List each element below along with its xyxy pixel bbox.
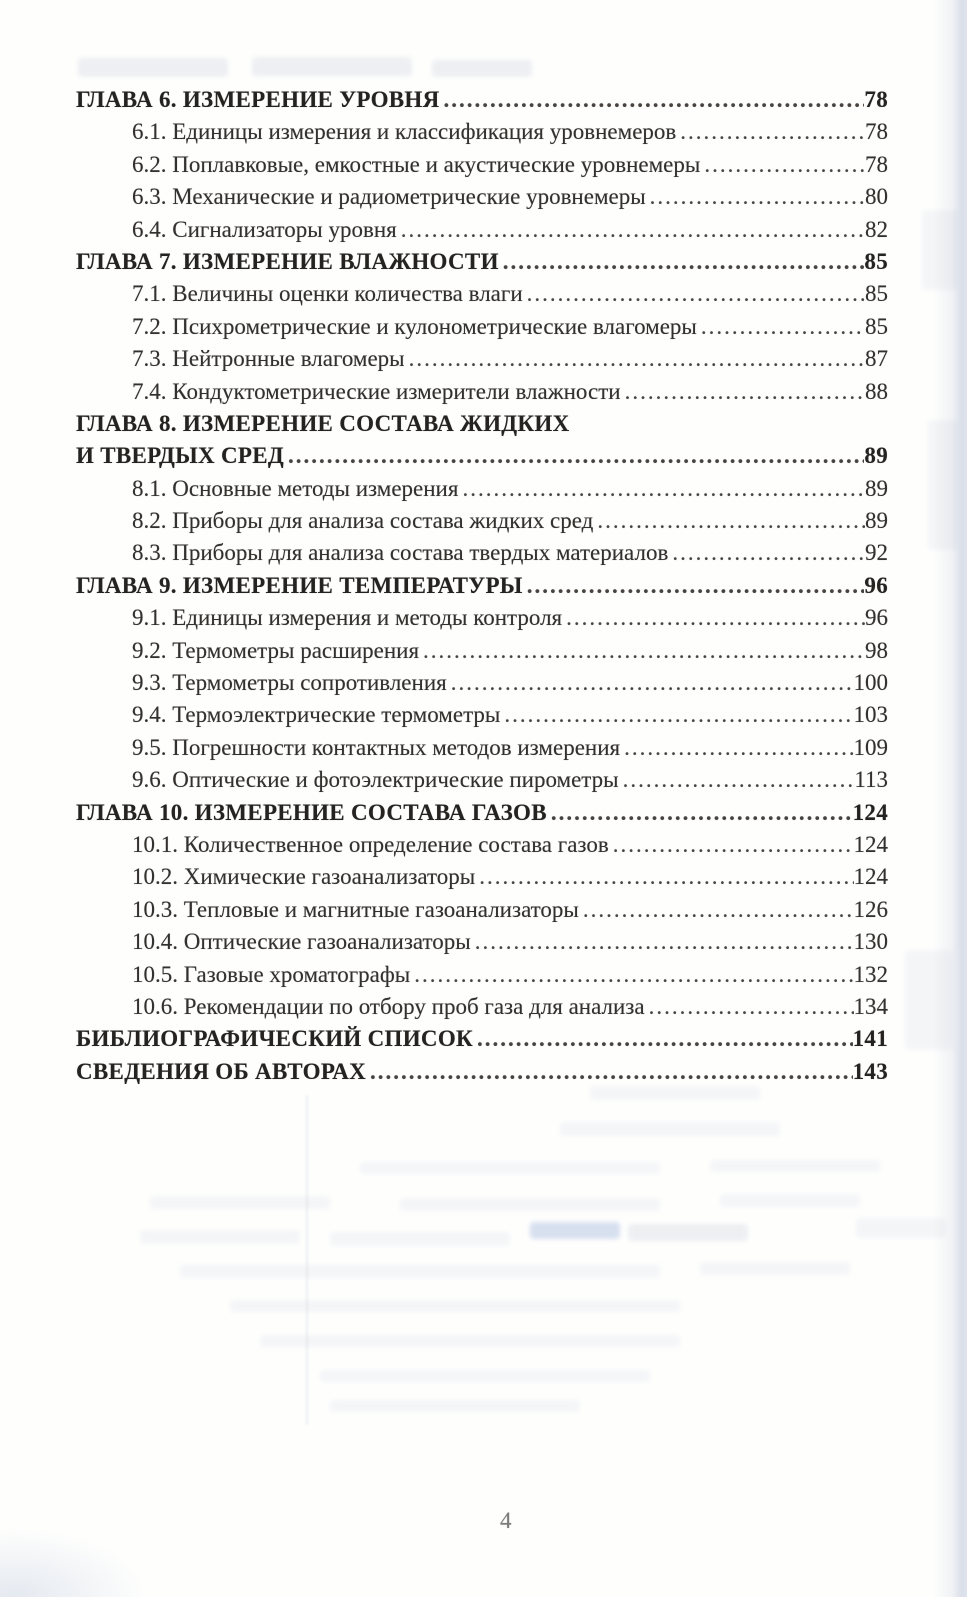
toc-entry-page-number: 124 <box>852 799 888 825</box>
toc-entry-label: 8.1. Основные методы измерения <box>132 475 459 501</box>
toc-dot-leader <box>419 635 865 667</box>
bleed-through-artifact <box>905 950 953 1050</box>
toc-dot-leader <box>475 861 853 893</box>
bleed-through-artifact <box>432 60 532 77</box>
toc-entry-label: 9.6. Оптические и фотоэлектрические пирометры <box>132 767 619 793</box>
bleed-through-artifact <box>230 1300 680 1312</box>
toc-entry-label: 6.3. Механические и радиометрические уровнемеры <box>132 184 646 210</box>
toc-entry-label: 6.4. Сигнализаторы уровня <box>132 216 397 242</box>
toc-entry-page-number: 113 <box>854 767 888 793</box>
toc-entry <box>76 991 888 1023</box>
toc-entry-label: 8.2. Приборы для анализа состава жидких сред <box>132 508 594 534</box>
toc-entry-label: 10.3. Тепловые и магнитные газоанализаторы <box>132 896 579 922</box>
toc-entry <box>76 667 888 699</box>
bleed-through-artifact <box>700 1262 850 1275</box>
toc-entry-label: 9.4. Термоэлектрические термометры <box>132 702 501 728</box>
toc-entry-page-number: 126 <box>853 896 888 922</box>
toc-entry <box>76 926 888 958</box>
page-corner-shadow <box>0 1527 150 1597</box>
toc-entry <box>76 894 888 926</box>
toc-entry-label: 7.1. Величины оценки количества влаги <box>132 281 523 307</box>
toc-entry-label: СВЕДЕНИЯ ОБ АВТОРАХ <box>76 1058 367 1084</box>
page-edge-shadow <box>933 0 967 1597</box>
toc-entry-label: 9.1. Единицы измерения и методы контроля <box>132 605 563 631</box>
toc-dot-leader <box>676 116 865 148</box>
toc-entry-page-number: 89 <box>865 508 888 534</box>
bleed-through-artifact <box>530 1222 620 1239</box>
bleed-through-artifact <box>710 1160 880 1172</box>
toc-entry <box>76 376 888 408</box>
toc-dot-leader <box>458 473 865 505</box>
toc-entry-label: 9.3. Термометры сопротивления <box>132 670 447 696</box>
toc-entry-label: 7.4. Кондуктометрические измерители влажности <box>132 378 621 404</box>
toc-dot-leader <box>562 602 865 634</box>
toc-entry-page-number: 85 <box>865 281 888 307</box>
toc-entry-page-number: 100 <box>853 670 888 696</box>
toc-entry <box>76 343 888 375</box>
toc-dot-leader <box>471 926 854 958</box>
toc-entry <box>76 959 888 991</box>
toc-entry <box>76 278 888 310</box>
toc-entry-label: 6.2. Поплавковые, емкостные и акустические уровнемеры <box>132 151 701 177</box>
toc-entry-page-number: 89 <box>864 443 888 469</box>
bleed-through-artifact <box>856 1218 946 1238</box>
toc-entry <box>76 149 888 181</box>
toc-entry <box>76 570 888 602</box>
toc-entry-page-number: 109 <box>853 734 888 760</box>
toc-entry-label: 10.6. Рекомендации по отбору проб газа для анализа <box>132 993 645 1019</box>
toc-entry-label: ГЛАВА 10. ИЗМЕРЕНИЕ СОСТАВА ГАЗОВ <box>76 799 547 825</box>
toc-entry-label: ГЛАВА 7. ИЗМЕРЕНИЕ ВЛАЖНОСТИ <box>76 248 499 274</box>
bleed-through-artifact <box>360 1162 660 1174</box>
toc-entry-label: 7.3. Нейтронные влагомеры <box>132 346 405 372</box>
toc-entry-page-number: 85 <box>865 313 888 339</box>
bleed-through-artifact <box>78 58 228 77</box>
bleed-through-artifact <box>400 1198 660 1211</box>
toc-entry-page-number: 96 <box>864 572 888 598</box>
toc-entry-page-number: 130 <box>853 929 888 955</box>
toc-entry <box>76 1056 888 1088</box>
toc-entry-page-number: 98 <box>865 637 888 663</box>
toc-entry <box>76 505 888 537</box>
toc-entry-label: 10.4. Оптические газоанализаторы <box>132 929 471 955</box>
toc-entry-label: 8.3. Приборы для анализа состава твердых материалов <box>132 540 669 566</box>
toc-dot-leader <box>410 959 853 991</box>
toc-entry-page-number: 143 <box>852 1058 888 1084</box>
toc-dot-leader <box>621 376 865 408</box>
toc-dot-leader <box>700 149 865 181</box>
toc-dot-leader <box>668 537 865 569</box>
toc-entry-page-number: 82 <box>865 216 888 242</box>
toc-entry-label: ГЛАВА 9. ИЗМЕРЕНИЕ ТЕМПЕРАТУРЫ <box>76 572 523 598</box>
toc-entry <box>76 84 888 116</box>
toc-entry <box>76 861 888 893</box>
toc-entry-page-number: 134 <box>853 993 888 1019</box>
toc-entry-label: ГЛАВА 6. ИЗМЕРЕНИЕ УРОВНЯ <box>76 87 440 112</box>
toc-entry-page-number: 132 <box>853 961 888 987</box>
toc-entry <box>76 699 888 731</box>
toc-entry-page-number: 124 <box>853 831 888 857</box>
toc-entry-page-number: 78 <box>864 87 888 112</box>
toc-entry <box>76 732 888 764</box>
toc-entry-label: 6.1. Единицы измерения и классификация уровнемеров <box>132 119 677 145</box>
toc-dot-leader <box>619 764 855 796</box>
toc-dot-leader <box>440 84 865 116</box>
toc-entry-page-number: 78 <box>865 151 888 177</box>
toc-entry <box>76 408 888 440</box>
bleed-through-artifact <box>320 1370 650 1382</box>
toc-entry-label: 10.1. Количественное определение состава газов <box>132 831 609 857</box>
page-number: 4 <box>500 1508 512 1533</box>
toc-dot-leader <box>284 440 864 472</box>
toc-entry <box>76 537 888 569</box>
toc-entry <box>76 116 888 148</box>
toc-dot-leader <box>523 278 865 310</box>
bleed-through-artifact <box>330 1400 580 1412</box>
toc-entry-page-number: 141 <box>852 1026 888 1052</box>
toc-entry-label: БИБЛИОГРАФИЧЕСКИЙ СПИСОК <box>76 1026 473 1052</box>
toc-dot-leader <box>523 570 865 602</box>
bleed-through-artifact <box>922 210 958 290</box>
bleed-through-artifact <box>306 1095 308 1425</box>
toc-entry-label: 10.5. Газовые хроматографы <box>132 961 411 987</box>
toc-dot-leader <box>579 894 854 926</box>
bleed-through-artifact <box>260 1335 680 1347</box>
toc-dot-leader <box>620 732 853 764</box>
toc-entry <box>76 1023 888 1055</box>
toc-dot-leader <box>697 311 865 343</box>
bleed-through-artifact <box>928 420 958 550</box>
toc-entry-page-number: 89 <box>865 475 888 501</box>
toc-entry-page-number: 80 <box>865 184 888 210</box>
bleed-through-artifact <box>140 1230 300 1244</box>
bleed-through-artifact <box>720 1194 860 1207</box>
toc-entry <box>76 181 888 213</box>
bleed-through-artifact <box>330 1232 510 1246</box>
bleed-through-artifact <box>628 1224 748 1241</box>
toc-dot-leader <box>447 667 854 699</box>
toc-dot-leader <box>499 246 865 278</box>
toc-entry-page-number: 88 <box>865 378 888 404</box>
bleed-through-artifact <box>180 1265 660 1278</box>
toc-entry-page-number: 87 <box>865 346 888 372</box>
toc-entry-label: 7.2. Психрометрические и кулонометрические влагомеры <box>132 313 697 339</box>
toc-entry <box>76 440 888 472</box>
toc-entry <box>76 214 888 246</box>
bleed-through-artifact <box>560 1122 780 1136</box>
toc-dot-leader <box>645 991 854 1023</box>
toc-entry <box>76 635 888 667</box>
toc-entry-page-number: 92 <box>865 540 888 566</box>
toc-entry <box>76 764 888 796</box>
toc-entry-page-number: 124 <box>853 864 888 890</box>
toc-entry-page-number: 78 <box>865 119 888 145</box>
toc-entry-label: И ТВЕРДЫХ СРЕД <box>76 443 285 469</box>
toc-dot-leader <box>500 699 853 731</box>
table-of-contents <box>76 84 888 1088</box>
toc-dot-leader <box>366 1056 853 1088</box>
toc-entry <box>76 797 888 829</box>
toc-entry <box>76 246 888 278</box>
toc-entry-label: 10.2. Химические газоанализаторы <box>132 864 476 890</box>
toc-dot-leader <box>547 797 853 829</box>
toc-entry-label: 9.5. Погрешности контактных методов измерения <box>132 734 621 760</box>
toc-dot-leader <box>646 181 865 213</box>
toc-entry <box>76 473 888 505</box>
toc-dot-leader <box>593 505 865 537</box>
bleed-through-artifact <box>150 1196 330 1209</box>
toc-dot-leader <box>405 343 865 375</box>
toc-dot-leader <box>397 214 865 246</box>
toc-entry-label: 9.2. Термометры расширения <box>132 637 420 663</box>
toc-dot-leader <box>609 829 854 861</box>
toc-entry <box>76 602 888 634</box>
toc-dot-leader <box>473 1023 853 1055</box>
toc-entry-page-number: 85 <box>864 248 888 274</box>
toc-entry <box>76 311 888 343</box>
toc-entry-page-number: 96 <box>865 605 888 631</box>
toc-entry-page-number: 103 <box>853 702 888 728</box>
toc-entry <box>76 829 888 861</box>
toc-entry-label: ГЛАВА 8. ИЗМЕРЕНИЕ СОСТАВА ЖИДКИХ <box>76 410 570 436</box>
bleed-through-artifact <box>252 57 412 76</box>
